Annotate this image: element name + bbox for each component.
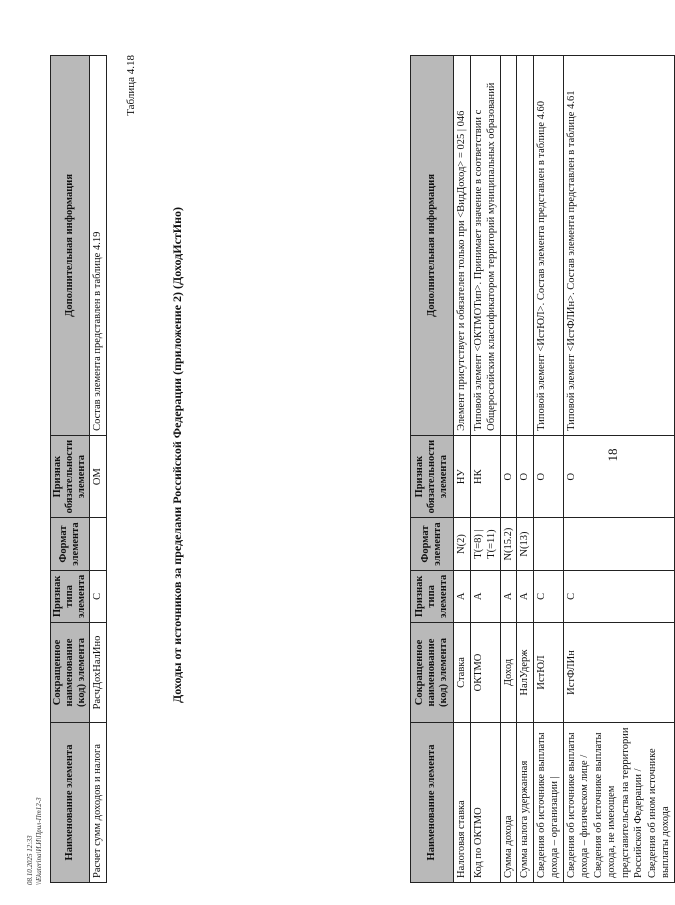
cell-code: ОКТМО bbox=[470, 623, 500, 723]
cell-format: N(15.2) bbox=[500, 518, 517, 570]
header-additional-info: Дополнительная информация bbox=[411, 56, 454, 436]
table-row bbox=[500, 56, 517, 883]
cell-format: N(2) bbox=[454, 518, 471, 570]
cell-name: Сумма налога удержанная bbox=[517, 723, 534, 883]
cell-code: ИстФЛИн bbox=[563, 623, 674, 723]
landscape-page bbox=[20, 25, 671, 885]
cell-type: А bbox=[500, 570, 517, 622]
header-element-code: Сокращенное наименование (код) элемента bbox=[411, 623, 454, 723]
cell-type: А bbox=[454, 570, 471, 622]
table-header-row bbox=[411, 56, 454, 883]
header-element-required: Признак обязательности элемента bbox=[411, 435, 454, 518]
cell-format bbox=[90, 518, 107, 570]
cell-info: Состав элемента представлен в таблице 4.19 bbox=[90, 56, 107, 436]
header-element-type: Признак типа элемента bbox=[411, 570, 454, 622]
cell-code: Ставка bbox=[454, 623, 471, 723]
header-element-format: Формат элемента bbox=[51, 518, 90, 570]
header-element-code: Сокращенное наименование (код) элемента bbox=[51, 623, 90, 723]
cell-info bbox=[517, 56, 534, 436]
cell-type: А bbox=[517, 570, 534, 622]
cell-type: С bbox=[533, 570, 563, 622]
cell-code: Доход bbox=[500, 623, 517, 723]
table-row bbox=[90, 56, 107, 883]
cell-info: Типовой элемент <ОКТМОТип>. Принимает значение в соответствии с Общероссийским классификатором территорий муниципальных образований bbox=[470, 56, 500, 436]
cell-info: Элемент присутствует и обязателен только при <ВидДоход> = 025 | 046 bbox=[454, 56, 471, 436]
header-element-type: Признак типа элемента bbox=[51, 570, 90, 622]
header-element-name: Наименование элемента bbox=[411, 723, 454, 883]
cell-code: ИстЮЛ bbox=[533, 623, 563, 723]
cell-required: НК bbox=[470, 435, 500, 518]
header-additional-info: Дополнительная информация bbox=[51, 56, 90, 436]
header-element-name: Наименование элемента bbox=[51, 723, 90, 883]
cell-format bbox=[533, 518, 563, 570]
document-footer bbox=[26, 797, 44, 885]
cell-code: НалУдерж bbox=[517, 623, 534, 723]
table-row bbox=[470, 56, 500, 883]
table-row bbox=[517, 56, 534, 883]
cell-name: Расчет сумм доходов и налога bbox=[90, 723, 107, 883]
cell-name: Сведения об источнике выплаты дохода – физическом лице / Сведения об источнике выплаты дохода, не имеющем представительства на территории Российской Федерации / Сведения об ином источнике выплаты дохода bbox=[563, 723, 674, 883]
header-element-required: Признак обязательности элемента bbox=[51, 435, 90, 518]
cell-name: Код по ОКТМО bbox=[470, 723, 500, 883]
header-element-format: Формат элемента bbox=[411, 518, 454, 570]
table-row bbox=[533, 56, 563, 883]
cell-name: Налоговая ставка bbox=[454, 723, 471, 883]
table-tax-details bbox=[410, 55, 675, 883]
cell-format: T(=8) | T(=11) bbox=[470, 518, 500, 570]
cell-required: ОМ bbox=[90, 435, 107, 518]
cell-type: А bbox=[470, 570, 500, 622]
cell-required: О bbox=[500, 435, 517, 518]
cell-name: Сумма дохода bbox=[500, 723, 517, 883]
cell-type: С bbox=[563, 570, 674, 622]
cell-required: О bbox=[517, 435, 534, 518]
table-header-row bbox=[51, 56, 90, 883]
table-income-foreign-sources bbox=[50, 55, 107, 883]
section-title: Доходы от источников за пределами Российской Федерации (приложение 2) (ДоходИстИно) bbox=[170, 206, 184, 704]
footer-timestamp: 08.10.2025 12:33 bbox=[26, 835, 34, 885]
cell-type: С bbox=[90, 570, 107, 622]
cell-info: Типовой элемент <ИстЮЛ>. Состав элемента представлен в таблице 4.60 bbox=[533, 56, 563, 436]
cell-name: Сведения об источнике выплаты дохода – организации | bbox=[533, 723, 563, 883]
footer-file-path: \\Ekaterina\И.И\Прил-Пт12-3 bbox=[35, 797, 43, 885]
table-label: Таблица 4.18 bbox=[125, 55, 137, 116]
cell-required: О bbox=[533, 435, 563, 518]
cell-info: Типовой элемент <ИстФЛИн>. Состав элемента представлен в таблице 4.61 bbox=[563, 56, 674, 436]
page-number: 18 bbox=[605, 448, 620, 462]
cell-required: О bbox=[563, 435, 674, 518]
cell-format: N(13) bbox=[517, 518, 534, 570]
cell-info bbox=[500, 56, 517, 436]
cell-code: РасчДохНалИно bbox=[90, 623, 107, 723]
cell-required: НУ bbox=[454, 435, 471, 518]
table-row bbox=[454, 56, 471, 883]
